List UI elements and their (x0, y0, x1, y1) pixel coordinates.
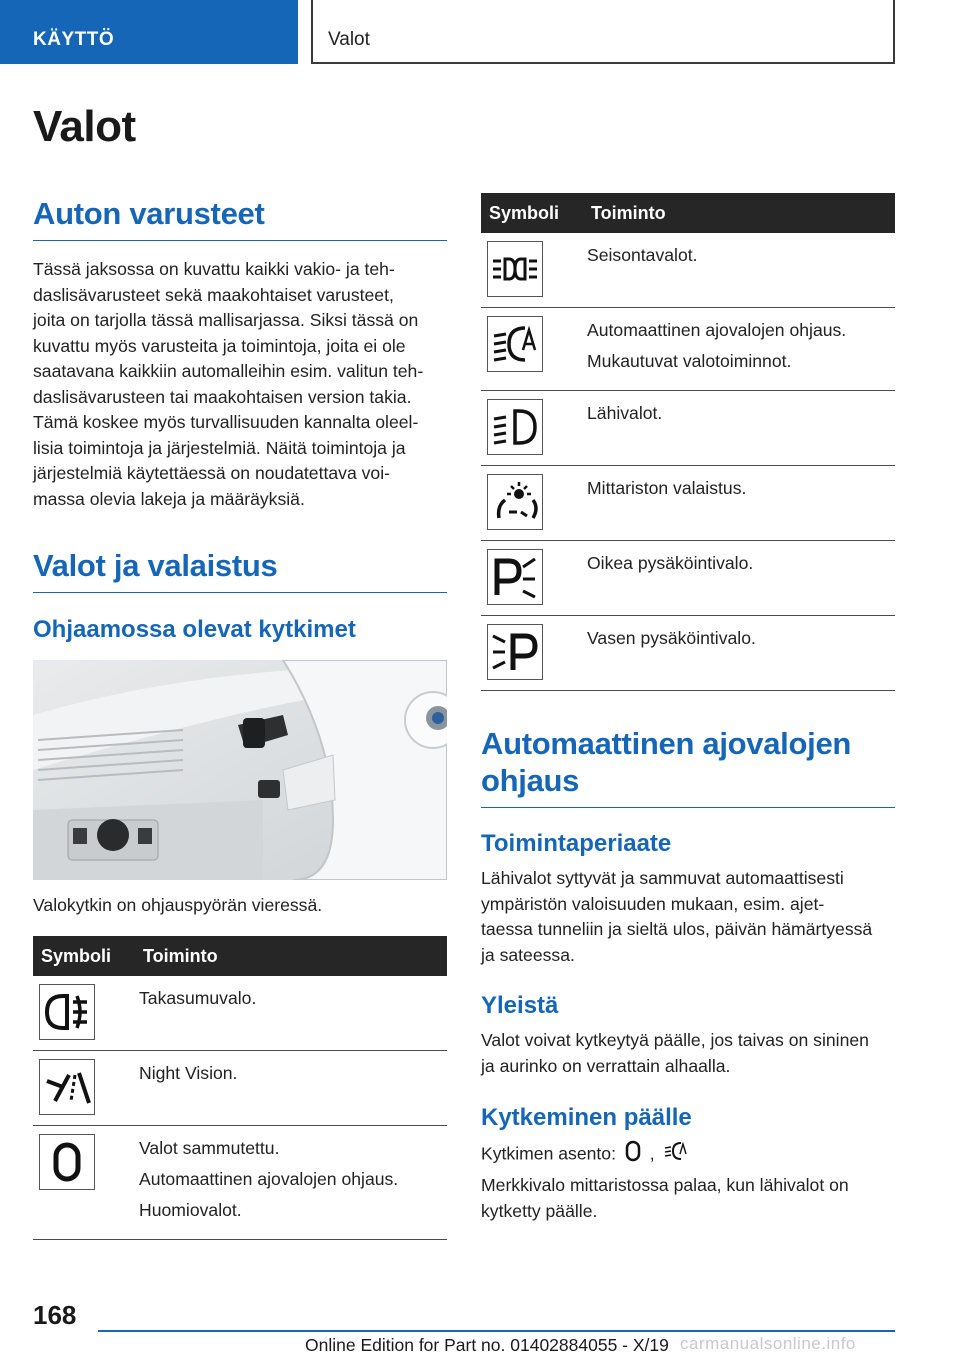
text-line: Merkkivalo mittaristossa palaa, kun lähivalot on (481, 1175, 849, 1195)
text-line: Valot voivat kytkeytyä päälle, jos taivas on sininen (481, 1030, 869, 1050)
position-label: Kytkimen asento: (481, 1143, 616, 1164)
auto-headlight-icon (487, 316, 543, 372)
header-function: Toiminto (581, 193, 895, 233)
symbol-table-left (33, 936, 447, 1240)
table-row (481, 391, 895, 466)
row-text: Huomiovalot. (139, 1200, 242, 1220)
text-line: Tämä koskee myös turvallisuuden kannalta oleel‐ (33, 412, 419, 432)
row-text: Seisontavalot. (587, 245, 698, 265)
text-line: massa olevia lakeja ja määräyksiä. (33, 488, 305, 509)
row-text: Automaattinen ajovalojen ohjaus. (587, 320, 847, 340)
row-text: Valot sammutettu. (139, 1138, 280, 1158)
row-text: Night Vision. (139, 1063, 238, 1083)
night-vision-icon (39, 1059, 95, 1115)
heading-auton-varusteet: Auton varusteet (33, 195, 447, 241)
table-row (481, 308, 895, 391)
heading-toimintaperiaate: Toimintaperiaate (481, 830, 672, 857)
text-line: daslisävarusteen tai maakohtaisen version takia. (33, 386, 412, 407)
text-line: ja aurinko on verrattain alhaalla. (481, 1055, 731, 1076)
row-text: Mukautuvat valotoiminnot. (587, 351, 792, 371)
text-line: Lähivalot syttyvät ja sammuvat automaattisesti (481, 868, 844, 888)
watermark: carmanualsonline.info (680, 1334, 856, 1353)
row-text: Vasen pysäköintivalo. (587, 628, 756, 648)
text-line: kuvattu myös varusteita ja toimintoja, joita ei ole (33, 335, 406, 356)
heading-automaattinen (481, 725, 895, 808)
row-text: Mittariston valaistus. (587, 478, 747, 498)
header-symbol: Symboli (33, 936, 133, 976)
toimintaperiaate-paragraph (481, 866, 895, 968)
photo-caption: Valokytkin on ohjauspyörän vieressä. (33, 895, 323, 915)
row-text: Oikea pysäköintivalo. (587, 553, 754, 573)
low-beam-icon (487, 399, 543, 455)
right-parking-light-icon (487, 549, 543, 605)
text-line: saatavana kaikkiin automalleihin esim. valitun teh‐ (33, 361, 424, 381)
heading-line: Automaattinen ajovalojen (481, 726, 852, 761)
footer-divider (98, 1330, 895, 1332)
rear-fog-light-icon (39, 984, 95, 1040)
page-number: 168 (33, 1300, 77, 1330)
table-header-row (481, 193, 895, 233)
heading-line: ohjaus (481, 763, 580, 798)
row-text: Automaattinen ajovalojen ohjaus. (139, 1169, 399, 1189)
page-title: Valot (33, 102, 136, 151)
table-row (33, 976, 447, 1051)
table-row (481, 616, 895, 691)
section-tab: KÄYTTÖ (0, 0, 298, 64)
yleista-paragraph (481, 1028, 895, 1079)
symbol-table-right (481, 193, 895, 691)
left-parking-light-icon (487, 624, 543, 680)
light-switch-photo (33, 660, 447, 880)
instrument-lighting-icon (487, 474, 543, 530)
position-separator: , (649, 1143, 655, 1164)
table-header-row (33, 936, 447, 976)
kytkeminen-position (481, 1140, 895, 1170)
text-line: daslisävarusteet sekä maakohtaiset varusteet, (33, 284, 394, 305)
table-row (481, 541, 895, 616)
text-line: joita on tarjolla tässä mallisarjassa. Siksi tässä on (33, 310, 419, 330)
auto-headlight-icon (664, 1140, 688, 1170)
lights-off-icon (625, 1140, 641, 1170)
row-text: Lähivalot. (587, 403, 663, 423)
text-line: kytketty päälle. (481, 1200, 598, 1221)
edition-text: Online Edition for Part no. 01402884055 - X/19 (305, 1335, 669, 1355)
text-line: taessa tunneliin ja sieltä ulos, päivän hämärtyessä (481, 919, 873, 939)
heading-ohjaamossa: Ohjaamossa olevat kytkimet (33, 616, 356, 643)
parking-lights-icon (487, 241, 543, 297)
row-text: Takasumuvalo. (139, 988, 257, 1008)
heading-kytkeminen: Kytkeminen päälle (481, 1104, 692, 1131)
intro-paragraph (33, 257, 447, 512)
table-row (481, 466, 895, 541)
kytkeminen-paragraph (481, 1173, 895, 1224)
lights-off-icon (39, 1134, 95, 1190)
table-row (481, 233, 895, 308)
text-line: Tässä jaksossa on kuvattu kaikki vakio- ja teh‐ (33, 259, 395, 279)
text-line: ja sateessa. (481, 944, 575, 965)
heading-valot-ja-valaistus: Valot ja valaistus (33, 547, 447, 593)
heading-yleista: Yleistä (481, 992, 559, 1019)
table-row (33, 1126, 447, 1240)
header-symbol: Symboli (481, 193, 581, 233)
header-function: Toiminto (133, 936, 447, 976)
chapter-title: Valot (311, 0, 895, 64)
text-line: lisia toimintoja ja järjestelmiä. Näitä toimintoja ja (33, 437, 406, 458)
table-row (33, 1051, 447, 1126)
text-line: ympäristön valoisuuden mukaan, esim. ajet‐ (481, 893, 825, 914)
text-line: järjestelmiä käytettäessä on noudatettava voi‐ (33, 463, 390, 483)
